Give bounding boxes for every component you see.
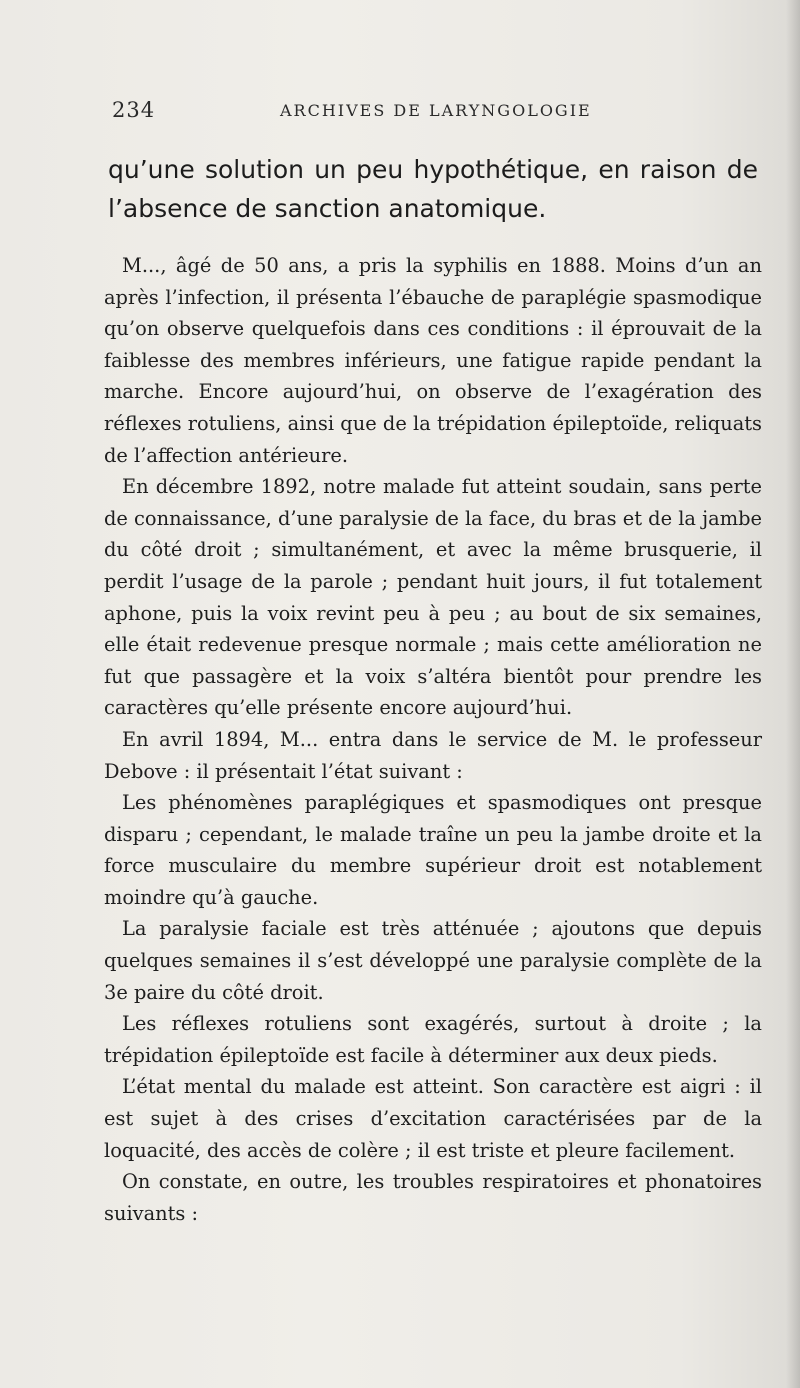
- paragraph-4: Les phénomènes paraplégiques et spasmodiques ont presque disparu ; cependant, le malade traîne un peu la jambe droite et la force musculaire du membre supérieur droit est notablement moindre qu’à gauche.: [104, 791, 762, 909]
- paragraph-2: En décembre 1892, notre malade fut atteint soudain, sans perte de connaissance, d’une paralysie de la face, du bras et de la jambe du côté droit ; simultanément, et avec la même brusquerie, il perdit l’usage de la parole ; pendant huit jours, il fut totalement aphone, puis la voix revint peu à peu ; au bout de six semaines, elle était redevenue presque normale ; mais cette amélioration ne fut que passagère et la voix s’altéra bientôt pour prendre les caractères qu’elle présente encore aujourd’hui.: [104, 475, 762, 720]
- lead-paragraph: qu’une solution un peu hypothétique, en raison de l’absence de sanction anatomique.: [108, 155, 758, 223]
- running-title: ARCHIVES DE LARYNGOLOGIE: [280, 101, 592, 120]
- body-text: [104, 250, 762, 1229]
- page-edge-shadow: [786, 0, 800, 1388]
- page-number: 234: [112, 98, 156, 122]
- page-header: [112, 98, 752, 128]
- paragraph-5: La paralysie faciale est très atténuée ; ajoutons que depuis quelques semaines il s’est développé une paralysie complète de la 3e paire du côté droit.: [104, 917, 762, 1004]
- paragraph-8: On constate, en outre, les troubles respiratoires et phonatoires suivants :: [104, 1170, 762, 1225]
- paragraph-3: En avril 1894, M... entra dans le service de M. le professeur Debove : il présentait l’état suivant :: [104, 727, 762, 783]
- paragraph-1: M..., âgé de 50 ans, a pris la syphilis en 1888. Moins d’un an après l’infection, il présenta l’ébauche de paraplégie spasmodique qu’on observe quelquefois dans ces conditions : il éprouvait de la faiblesse des membres inférieurs, une fatigue rapide pendant la marche. Encore aujourd’hui, on observe de l’exagération des réflexes rotuliens, ainsi que de la trépidation épileptoïde, reliquats de l’affection antérieure.: [104, 254, 762, 467]
- paragraph-6: Les réflexes rotuliens sont exagérés, surtout à droite ; la trépidation épileptoïde est facile à déterminer aux deux pieds.: [104, 1012, 762, 1067]
- paragraph-7: L’état mental du malade est atteint. Son caractère est aigri : il est sujet à des crises d’excitation caractérisées par de la loquacité, des accès de colère ; il est triste et pleure facilement.: [104, 1075, 762, 1162]
